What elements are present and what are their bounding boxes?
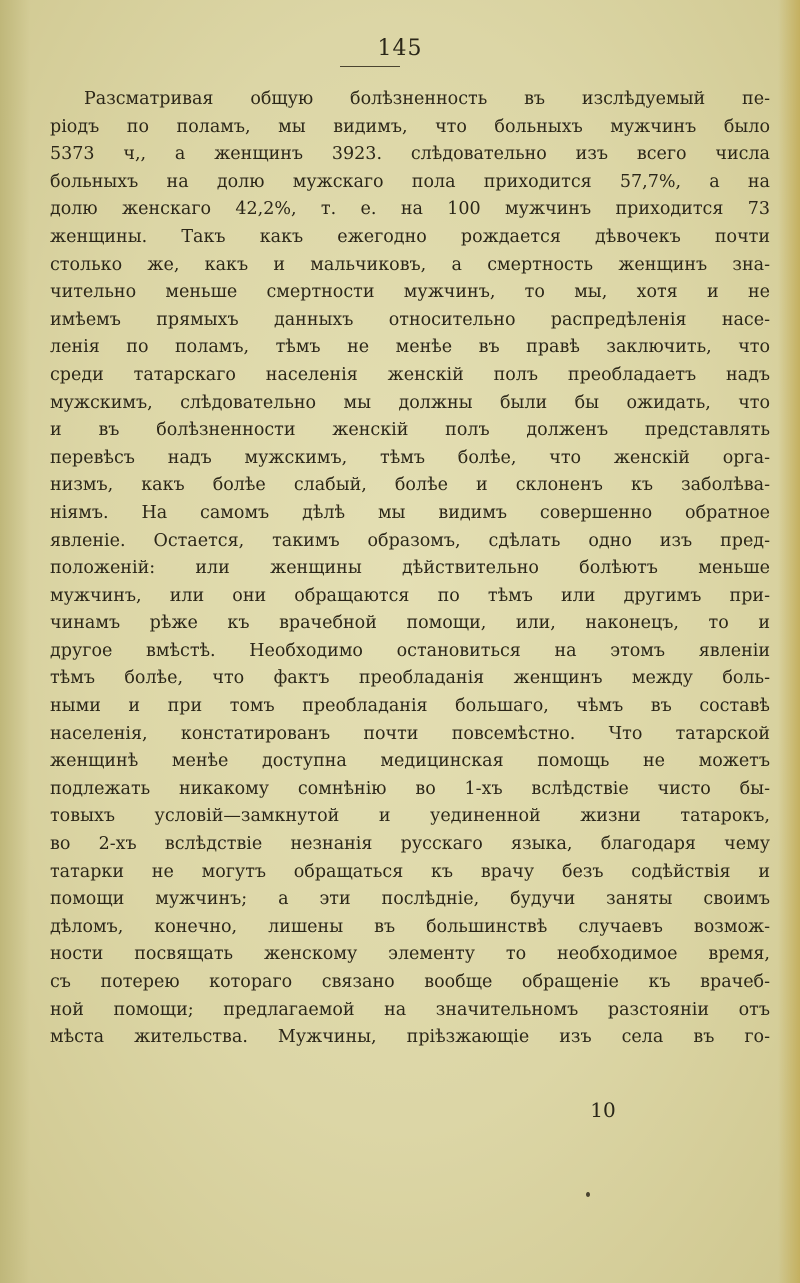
text-line: женщины. Такъ какъ ежегодно рождается дѣвочекъ почти [50,226,770,247]
text-line: явленіе. Остается, такимъ образомъ, сдѣлать одно изъ пред- [50,530,770,551]
text-line: тѣмъ болѣе, что фактъ преобладанія женщинъ между боль- [50,668,770,689]
text-line: Разсматривая общую болѣзненность въ изслѣдуемый пе- [84,89,770,109]
text-line: чинамъ рѣже къ врачебной помощи, или, наконецъ, то и [50,613,770,634]
text-line: мѣста жительства. Мужчины, пріѣзжающіе изъ села въ го- [50,1027,770,1048]
text-line: населенія, констатированъ почти повсемѣстно. Что татарской [50,723,770,744]
text-line: имѣемъ прямыхъ данныхъ относительно распредѣленія насе- [50,309,770,330]
text-line: 5373 ч,, а женщинъ 3923. слѣдовательно изъ всего числа [50,144,770,165]
text-line: перевѣсъ надъ мужскимъ, тѣмъ болѣе, что женскій орга- [50,447,770,468]
text-line: ніямъ. На самомъ дѣлѣ мы видимъ совершенно обратное [50,502,770,523]
body-paragraph [50,86,770,1052]
text-line: съ потерею котораго связано вообще обращеніе къ врачеб- [50,972,770,992]
text-line: во 2-хъ вслѣдствіе незнанія русскаго языка, благодаря чему [50,834,770,855]
text-line: дѣломъ, конечно, лишены въ большинствѣ случаевъ возмож- [50,916,770,937]
text-line: чительно меньше смертности мужчинъ, то мы, хотя и не [50,282,770,303]
text-line: товыхъ условій—замкнутой и уединенной жизни татарокъ, [50,806,770,827]
text-line: и въ болѣзненности женскій полъ долженъ представлять [50,420,770,441]
text-line: ными и при томъ преобладанія большаго, чѣмъ въ составѣ [50,696,770,717]
page-number: 145 [377,36,423,61]
text-line: ной помощи; предлагаемой на значительномъ разстояніи отъ [50,999,770,1020]
text-line: положеній: или женщины дѣйствительно болѣютъ меньше [50,558,770,579]
text-line: ности посвящать женскому элементу то необходимое время, [50,944,770,965]
text-line: другое вмѣстѣ. Необходимо остановиться на этомъ явленіи [50,640,770,661]
text-line: татарки не могутъ обращаться къ врачу безъ содѣйствія и [50,861,770,882]
text-line: столько же, какъ и мальчиковъ, а смертность женщинъ зна- [50,254,770,275]
text-line: мужскимъ, слѣдовательно мы должны были бы ожидать, что [50,392,770,413]
text-line: долю женскаго 42,2%, т. е. на 100 мужчинъ приходится 73 [50,199,770,220]
ink-speck [586,1192,590,1197]
text-line: мужчинъ, или они обращаются по тѣмъ или другимъ при- [50,585,770,606]
text-line: ріодъ по поламъ, мы видимъ, что больныхъ мужчинъ было [50,116,770,137]
text-line: подлежать никакому сомнѣнію во 1-хъ вслѣдствіе чисто бы- [50,778,770,799]
text-line: ленія по поламъ, тѣмъ не менѣе въ правѣ заключить, что [50,337,770,358]
page-number-underline [340,66,400,67]
text-line: помощи мужчинъ; а эти послѣдніе, будучи заняты своимъ [50,889,770,910]
text-line: низмъ, какъ болѣе слабый, болѣе и склоненъ къ заболѣва- [50,475,770,496]
signature-mark: 10 [590,1098,616,1122]
text-line: среди татарскаго населенія женскій полъ преобладаетъ надъ [50,364,770,385]
text-line: женщинѣ менѣе доступна медицинская помощь не можетъ [50,751,770,772]
text-line: больныхъ на долю мужскаго пола приходится 57,7%, а на [50,171,770,192]
